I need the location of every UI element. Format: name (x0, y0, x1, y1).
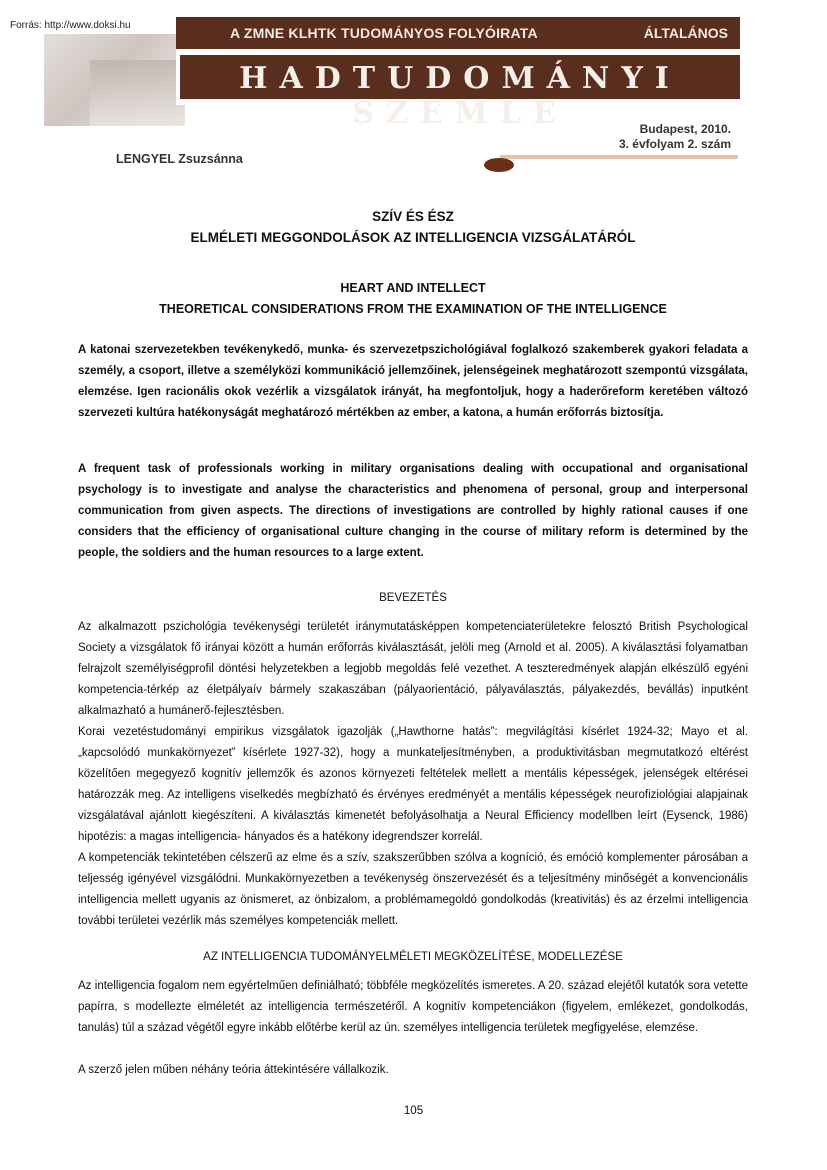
header-oval-ornament (484, 158, 514, 172)
title-hungarian (78, 206, 748, 248)
source-label: Forrás: http://www.doksi.hu (10, 20, 131, 31)
title-en-line: HEART AND INTELLECT (340, 281, 486, 295)
volume-number: 3. évfolyam 2. szám (618, 137, 731, 151)
abstract-english: A frequent task of professionals working in military organisations dealing with occupational and organisational psychology is to investigate and analyse the characteristics and phenomena of personal, group and interpersonal communication from given aspects. The directions of investigations are controlled by highly rational causes if one considers that the efficiency of organisational culture changing in the course of military reform is determined by the people, the soldiers and the human resources to a large extent. (78, 463, 748, 559)
section-heading-models: AZ INTELLIGENCIA TUDOMÁNYELMÉLETI MEGKÖZELÍTÉSE, MODELLEZÉSE (203, 951, 623, 963)
author-name: LENGYEL Zsuzsánna (116, 152, 243, 166)
models-paragraph-1: Az intelligencia fogalom nem egyértelműen definiálható; többféle megközelítés ismeretes. A 20. század elejétől kutatók sora vetette papírra, s modellezte elméletét az intelligencia természetéről. A kognitív kompetenciákon (figyelem, emlékezet, gondolkodás, tanulás) túl a század végétől egyre inkább előtérbe kerül az ún. személyes intelligencia területek megfigyelése, elemzése. (78, 980, 748, 1034)
models-paragraph-2: A szerző jelen műben néhány teória áttekintésére vállalkozik. (78, 1064, 389, 1076)
title-english (78, 278, 748, 320)
page-number: 105 (403, 1105, 424, 1117)
section-heading-introduction: BEVEZETÉS (379, 592, 447, 604)
category-label: ÁLTALÁNOS (643, 25, 728, 41)
header-decoration-shade (90, 60, 185, 126)
subtitle-hu-line: ELMÉLETI MEGGONDOLÁSOK AZ INTELLIGENCIA VIZSGÁLATÁRÓL (190, 230, 636, 245)
issue-info (619, 122, 731, 152)
title-hu-line: SZÍV ÉS ÉSZ (372, 209, 454, 224)
place-year: Budapest, 2010. (639, 122, 731, 136)
intro-paragraph-2: Korai vezetéstudományi empirikus vizsgálatok igazolják („Hawthorne hatás”: megvilágítási kísérlet 1924-32; Mayo et al. „kapcsolódó munkakörnyezet” kísérlete 1927-32), hogy a munkateljesítményben, a produktivitásban megmutatkozó eltérést közelítően megegyező kognitív jellemzők és azonos környezeti feltételek mellett a mentális képességek, jelenségek eltérései határozzák meg. Az intelligens viselkedés megbízható és érvényes eredményét a mentális képességek neurofiziológiai alapjainak vizsgálatával ajánlott kiegészíteni. A kiválasztás kimenetét befolyásolhatja a Neural Efficiency modellben leírt (Eysenck, 1986) hipotézis: a magas intelligencia- hányados és a hatékony idegrendszer korrelál. (78, 726, 748, 843)
journal-line: A ZMNE KLHTK TUDOMÁNYOS FOLYÓIRATA (230, 25, 538, 41)
subtitle-en-line: THEORETICAL CONSIDERATIONS FROM THE EXAMINATION OF THE INTELLIGENCE (159, 302, 667, 316)
intro-paragraph-3: A kompetenciák tekintetében célszerű az elme és a szív, szakszerűbben szólva a kogníció, és emóció komplementer párosában a teljesség igényével vizsgálódni. Munkakörnyezetben a tevékenység önszervezését és a teljesítmény minőségét a konvencionális intelligencia mellett ugyanis az önismeret, az önbizalom, a problémamegoldó gondolkodás (kreativitás) és az érzelmi intelligencia további területei vezérlik más személyes kompetenciák mellett. (78, 852, 748, 927)
journal-title: HADTUDOMÁNYI SZEMLE (239, 61, 681, 131)
abstract-hungarian: A katonai szervezetekben tevékenykedő, munka- és szervezetpszichológiával foglalkozó szakemberek gyakori feladata a személy, a csoport, illetve a személyközi kommunikáció jellemzőinek, jelenségeinek meghatározott szempontú vizsgálata, elemzése. Igen racionális okok vezérlik a vizsgálatok irányát, ha megfontoljuk, hogy a haderőreform keretében változó szervezeti kultúra hatékonyságát meghatározó mértékben az ember, a katona, a humán erőforrás biztosítja. (78, 344, 748, 419)
journal-banner (176, 17, 740, 49)
header-rule (500, 155, 738, 159)
intro-paragraph-1: Az alkalmazott pszichológia tevékenységi területét iránymutatásképpen kompetenciaterületekre felosztó British Psychological Society a vizsgálatok fő irányai között a humán erőforrás kiválasztását, jelöli meg (Arnold et al. 2005). A kiválasztási folyamatban felrajzolt személyiségprofil döntési helyzetekben a legjobb megoldás felé vezethet. A teszteredmények alapján elkészülő egyéni kompetencia-térkép az életpályaív bármely szakaszában (pályaorientáció, pályaválasztás, pályakezdés, bevállás) inputként alkalmazható a humánerő-fejlesztésben. (78, 621, 748, 717)
